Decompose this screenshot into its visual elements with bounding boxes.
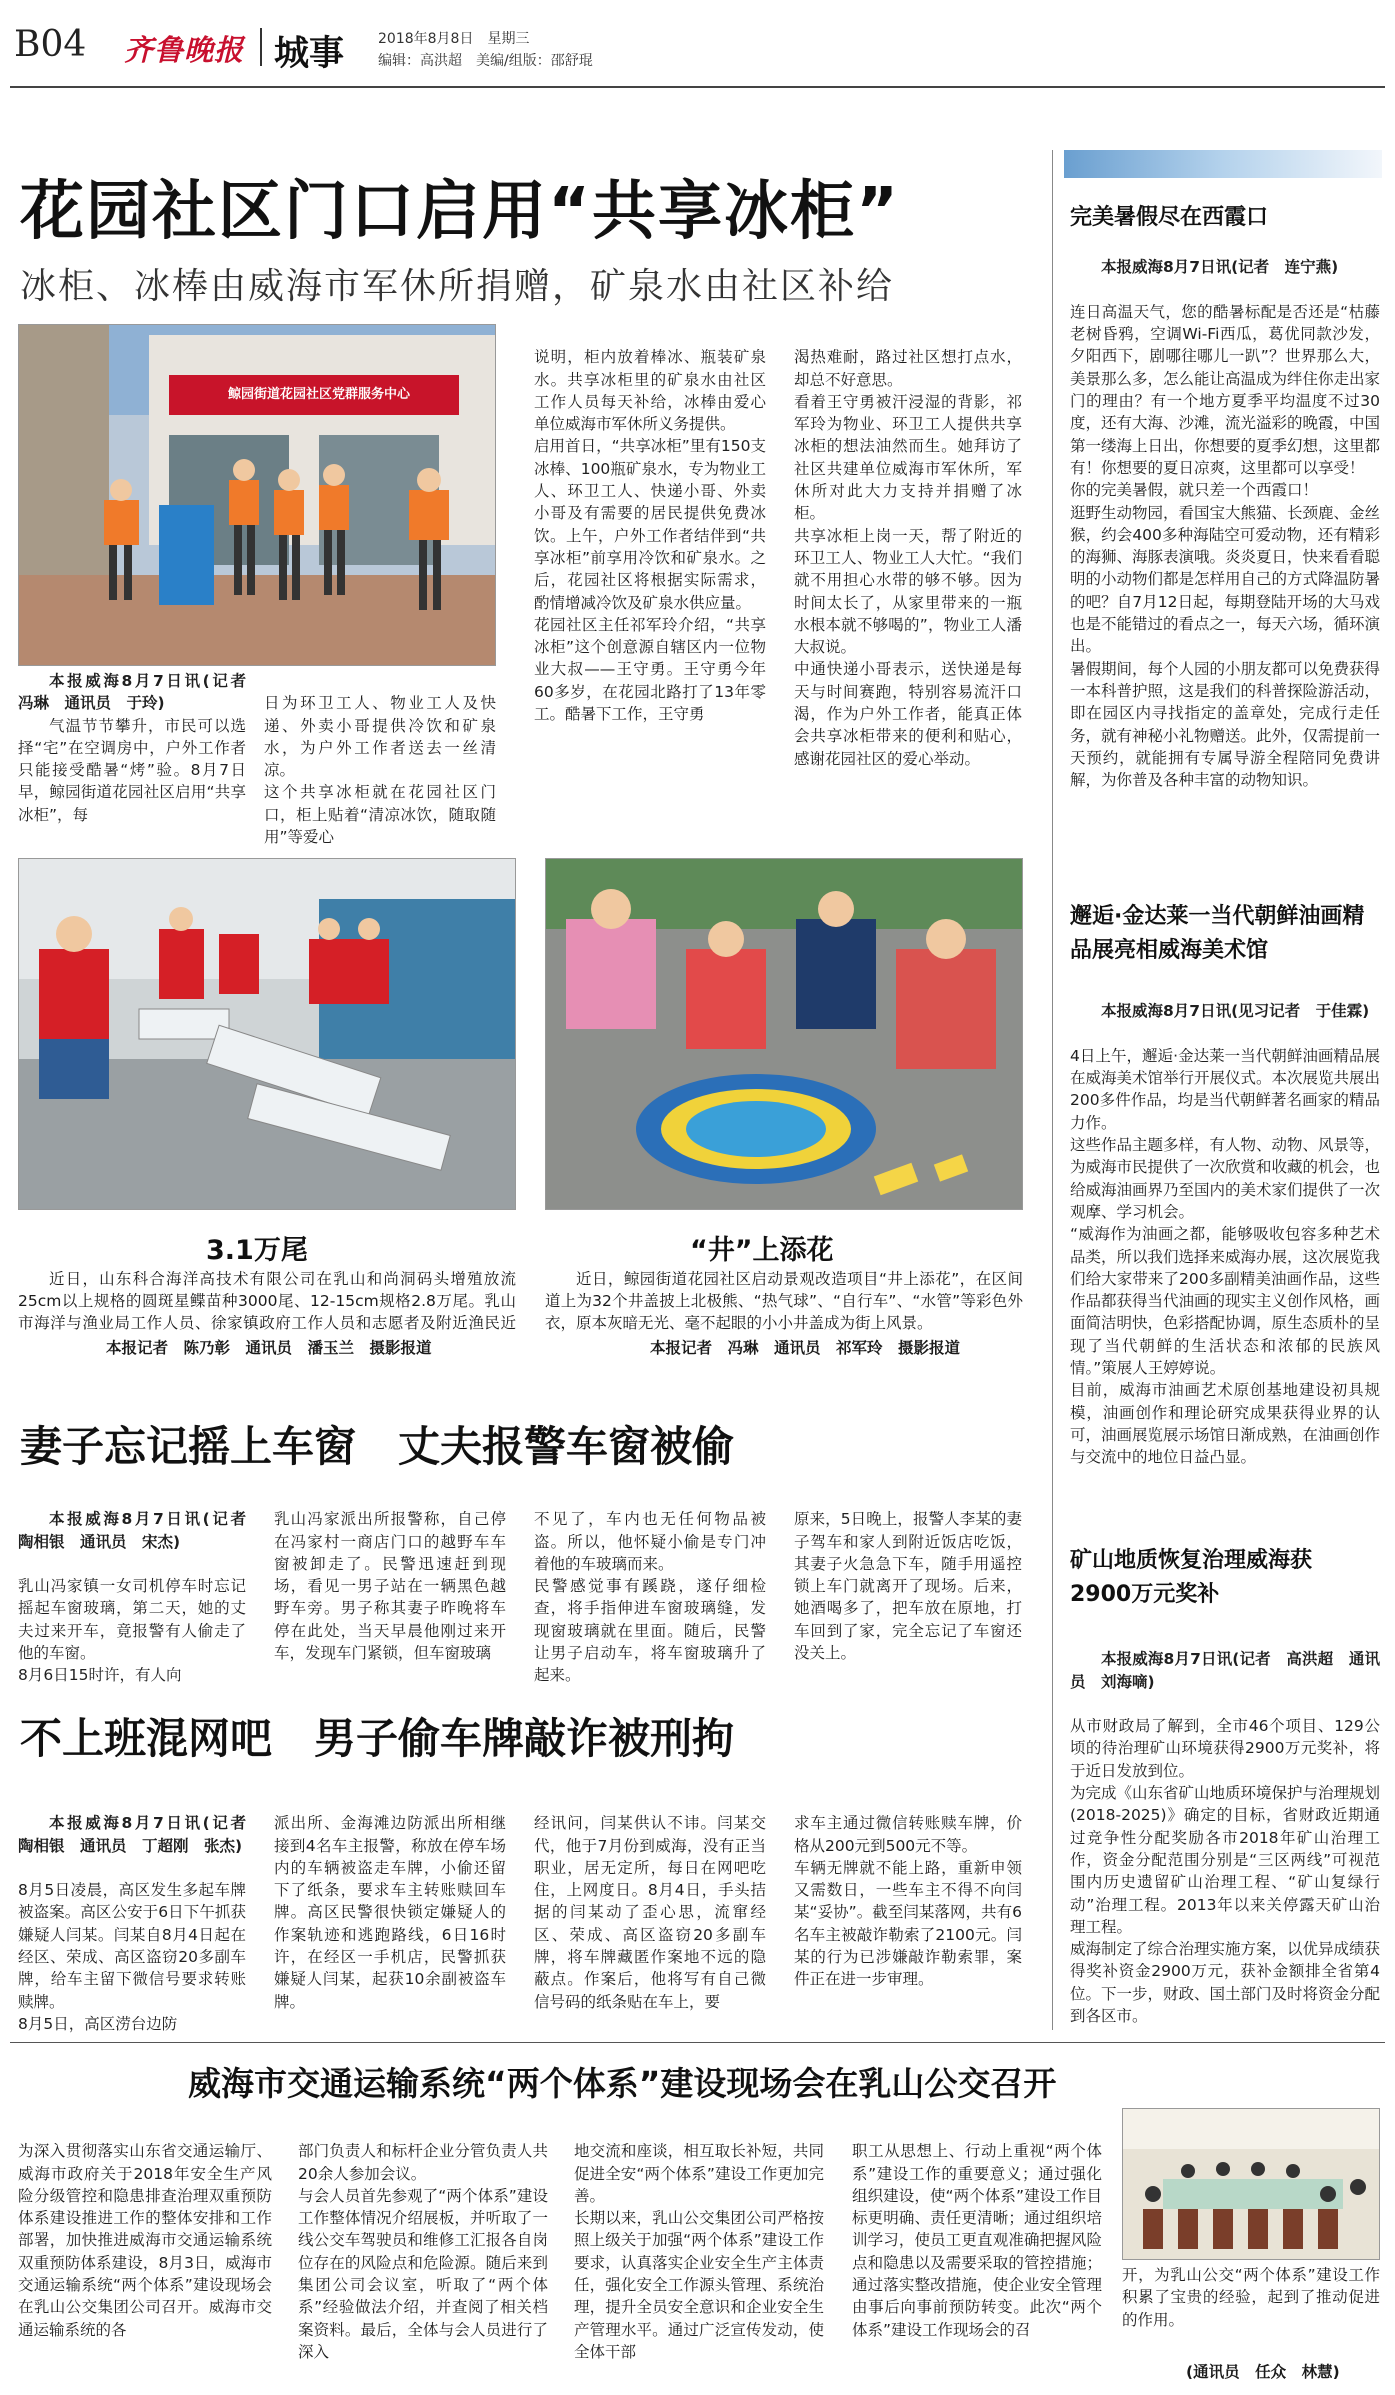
story2-paragraph: 乳山冯家镇一女司机停车时忘记摇起车窗玻璃，第二天，她的丈夫过来开车，竟报警有人偷走了他的车窗。 8月6日15时许，有人向: [18, 1577, 246, 1685]
story2-col-3: [534, 1486, 766, 1686]
story3-paragraph: 经讯问，闫某供认不讳。闫某交代，他于7月份到威海，没有正当职业，居无定所，每日在网吧吃住，上网度日。8月4日，手头拮据的闫某动了歪心思，流窜经区、荣成、高区盗窃20多副车牌，将车牌藏匿作案地不远的隐蔽点。作案后，他将写有自己微信号码的纸条贴在车上，要: [534, 1814, 766, 2011]
story3-dateline: 本报威海8月7日讯(记者 陶相银 通讯员 丁超刚 张杰): [18, 1814, 246, 1855]
story-caption: [18, 1268, 516, 1336]
sidebar-title: 矿山地质恢复治理威海获2900万元奖补: [1070, 1548, 1313, 1607]
story4-col-4: [852, 2118, 1102, 2384]
story4-paragraph: 职工从思想上、行动上重视“两个体系”建设工作的重要意义；通过强化组织建设，使“两个体系”建设工作目标更明确、责任更清晰；通过组织培训学习，使员工更直观准确把握风险点和隐患以及需要采取的管控措施；通过落实整改措施，使企业安全管理由事后向事前预防转变。此次“两个体系”建设工作现场会的召: [852, 2142, 1102, 2339]
sidebar-story-2: [1070, 978, 1380, 1530]
story2-dateline: 本报威海8月7日讯(记者 陶相银 通讯员 宋杰): [18, 1510, 246, 1551]
story3-col-4: [794, 1790, 1022, 2056]
main-paragraph: 气温节节攀升，市民可以选择“宅”在空调房中，户外工作者只能接受酷暑“烤”验。8月7日早，鲸园街道花园社区启用“共享冰柜”，每: [18, 716, 246, 824]
sidebar-dateline: 本报威海8月7日讯(见习记者 于佳霖): [1101, 1002, 1370, 1021]
story2-col-4: [794, 1486, 1022, 1686]
main-col-4: [794, 324, 1022, 926]
main-dateline: 本报威海8月7日讯(记者 冯琳 通讯员 于玲): [18, 672, 246, 713]
manhole-photo: [545, 858, 1023, 1210]
story-title: 3.1万尾: [206, 1235, 308, 1266]
main-headline: 花园社区门口启用“共享冰柜”: [20, 175, 901, 249]
story4-rule: [10, 2042, 1385, 2043]
story4-col-3: [574, 2118, 824, 2384]
editor-credits: 编辑：高洪超 美编/组版：邵舒琨: [378, 53, 593, 69]
story4-col-2: [298, 2118, 548, 2384]
release-photo: [18, 858, 516, 1210]
issue-date: 2018年8月8日 星期三: [378, 31, 530, 47]
sidebar-photo-strip: [1064, 150, 1382, 178]
story4-headline: 威海市交通运输系统“两个体系”建设现场会在乳山公交召开: [188, 2064, 1057, 2103]
story2-paragraph: 原来，5日晚上，报警人李某的妻子驾车和家人到附近饭店吃饭，其妻子火急急下车，随手用遥控锁上车门就离开了现场。后来，她酒喝多了，把车放在原地，打车回到了家，完全忘记了车窗还没关上。: [794, 1510, 1022, 1663]
story-title: “井”上添花: [690, 1235, 834, 1266]
story4-paragraph: 部门负责人和标杆企业分管负责人共20余人参加会议。 与会人员首先参观了“两个体系”建设工作整体情况介绍展板，并听取了一线公交车驾驶员和维修工汇报各自岗位存在的风险点和危险源。随后来到集团公司会议室，听取了“两个体系”经验做法介绍，并查阅了相关档案资料。最后，全体与会人员进行了深入: [298, 2142, 548, 2361]
story3-col-1: [18, 1790, 246, 2056]
story2-paragraph: 乳山冯家派出所报警称，自己停在冯家村一商店门口的越野车车窗被卸走了。民警迅速赶到现场，看见一男子站在一辆黑色越野车旁。男子称其妻子昨晚将车停在此处，当天早晨他刚过来开车，发现车门紧锁，但车窗玻璃: [274, 1510, 506, 1663]
main-paragraph: 日为环卫工人、物业工人及快递、外卖小哥提供冷饮和矿泉水，为户外工作者送去一丝清凉。 这个共享冰柜就在花园社区门口，柜上贴着“清凉冰饮，随取随用”等爱心: [264, 694, 496, 847]
story2-headline: 妻子忘记摇上车窗 丈夫报警车窗被偷: [20, 1422, 735, 1471]
story2-col-1: [18, 1486, 246, 1686]
story4-col-1: [18, 2118, 272, 2384]
caption-text: 近日，山东科合海洋高技术有限公司在乳山和尚洞码头增殖放流25cm以上规格的圆斑星鲽苗种3000尾、12-15cm规格2.8万尾。乳山市海洋与渔业局工作人员、徐家镇政府工作人员和志愿者及附近渔民近: [18, 1270, 516, 1332]
story4-paragraph: 为深入贯彻落实山东省交通运输厅、威海市政府关于2018年安全生产风险分级管控和隐患排查治理双重预防体系建设推进工作的整体安排和工作部署，加快推进威海市交通运输系统双重预防体系建设，8月3日，威海市交通运输系统“两个体系”建设现场会在乳山公交集团公司召开。威海市交通运输系统的各: [18, 2142, 272, 2339]
sidebar-title: 邂逅·金达莱一当代朝鲜油画精品展亮相威海美术馆: [1070, 904, 1365, 963]
brand-logo: 齐鲁晚报: [124, 33, 245, 67]
main-paragraph: 说明，柜内放着棒冰、瓶装矿泉水。共享冰柜里的矿泉水由社区工作人员每天补给，冰棒由爱心单位威海市军休所义务提供。 启用首日，“共享冰柜”里有150支冰棒、100瓶矿泉水，专为物业工人、环卫工人、快递小哥、外卖小哥及有需要的居民提供免费冰饮。上午，户外工作者结伴到“共享冰柜”前享用冷饮和矿泉水。之后，花园社区将根据实际需求，酌情增减冷饮及矿泉水供应量。 花园社区主任祁军玲介绍，“共享冰柜”这个创意源自辖区内一位物业大叔——王守勇。王守勇今年60多岁，在花园北路打了13年零工。酷暑下工作，王守勇: [534, 348, 766, 724]
story3-paragraph: 求车主通过微信转账赎车牌，价格从200元到500元不等。 车辆无牌就不能上路，重新申领又需数日，一些车主不得不向闫某“妥协”。截至闫某落网，共有6名车主被敲诈勒索了2100元。闫某的行为已涉嫌敲诈勒索罪，案件正在进一步审理。: [794, 1814, 1022, 1989]
main-subtitle: 冰柜、冰棒由威海市军休所捐赠，矿泉水由社区补给: [20, 266, 895, 307]
story4-caption: 开，为乳山公交“两个体系”建设工作积累了宝贵的经验，起到了推动促进的作用。: [1122, 2266, 1380, 2329]
story3-paragraph: 派出所、金海滩边防派出所相继接到4名车主报警，称放在停车场内的车辆被盗走车牌，小偷还留下了纸条，要求车主转账赎回车牌。高区民警很快锁定嫌疑人的作案轨迹和逃跑路线，6日16时许，在经区一手机店，民警抓获嫌疑人闫某，起获10余副被盗车牌。: [274, 1814, 506, 2011]
header-divider: [260, 28, 262, 66]
main-photo: [18, 324, 496, 666]
story4-credit: (通讯员 任众 林慧): [1186, 2363, 1340, 2381]
sidebar-paragraph: 连日高温天气，您的酷暑标配是否还是“枯藤老树昏鸦，空调Wi-Fi西瓜，葛优同款沙发，夕阳西下，剧哪往哪儿一趴”？世界那么大，美景那么多，怎么能让高温成为绊住你走出家门的理由？有一个地方夏季平均温度不过30度，还有大海、沙滩，流光溢彩的晚霞，中国第一缕海上日出，你想要的夏季幻想，这里都有！你想要的夏日凉爽，这里都可以享受！ 你的完美暑假，就只差一个西霞口！ 逛野生动物园，看国宝大熊猫、长颈鹿、金丝猴，约会400多种海陆空可爱动物，还有精彩的海狮、海豚表演哦。炎炎夏日，快来看看聪明的小动物们都是怎样用自己的方式降温防暑的吧？自7月12日起，每期登陆开场的大马戏也是不能错过的看点之一，每天六场，循环演出。 暑假期间，每个人园的小朋友都可以免费获得一本科普护照，这是我们的科普探险游活动，即在园区内寻找指定的盖章处，完成行走任务，就有神秘小礼物赠送。此外，仅需提前一天预约，就能拥有专属导游全程陪同免费讲解，为你普及各种丰富的动物知识。: [1070, 302, 1380, 790]
meeting-photo: [1122, 2108, 1380, 2260]
sidebar-story-3: [1070, 1626, 1380, 2036]
main-col-3: [534, 324, 766, 926]
banner-sign: 鲸园街道花园社区党群服务中心: [227, 387, 410, 402]
sidebar-dateline: 本报威海8月7日讯(记者 高洪超 通讯员 刘海嘀): [1070, 1650, 1380, 1691]
story2-paragraph: 不见了，车内也无任何物品被盗。所以，他怀疑小偷是专门冲着他的车玻璃而来。 民警感觉事有蹊跷，遂仔细检查，将手指伸进车窗玻璃缝，发现窗玻璃就在里面。随后，民警让男子启动车，将车窗玻璃升了起来。: [534, 1510, 766, 1685]
sidebar-title: 完美暑假尽在西霞口: [1070, 205, 1269, 230]
story3-col-2: [274, 1790, 506, 2056]
story-credit: 本报记者 冯琳 通讯员 祁军玲 摄影报道: [650, 1339, 961, 1357]
story2-col-2: [274, 1486, 506, 1686]
story3-headline: 不上班混网吧 男子偷车牌敲诈被刑拘: [20, 1714, 735, 1763]
story3-paragraph: 8月5日凌晨，高区发生多起车牌被盗案。高区公安于6日下午抓获嫌疑人闫某。闫某自8月4日起在经区、荣成、高区盗窃20多副车牌，给车主留下微信号要求转账赎牌。 8月5日，高区涝台边防: [18, 1881, 246, 2033]
sidebar-story-1: [1070, 234, 1380, 890]
sidebar-divider: [1052, 150, 1053, 2030]
story-caption: [545, 1268, 1023, 1336]
header-rule: [10, 86, 1385, 88]
page-number: B04: [14, 24, 87, 65]
masthead: [0, 0, 1395, 78]
story-credit: 本报记者 陈乃彰 通讯员 潘玉兰 摄影报道: [106, 1339, 432, 1357]
sidebar-paragraph: 从市财政局了解到，全市46个项目、129公顷的待治理矿山环境获得2900万元奖补，将于近日发放到位。 为完成《山东省矿山地质环境保护与治理规划(2018-2025)》确定的目标，省财政近期通过竞争性分配奖励各市2018年矿山治理工作，资金分配范围分别是“三区两线”可视范围内历史遗留矿山治理工程、“矿山复绿行动”治理工程。2013年以来关停露天矿山治理工程。 威海制定了综合治理实施方案，以优异成绩获得奖补资金2900万元，获补金额排全省第4位。下一步，财政、国土部门及时将资金分配到各区市。: [1070, 1717, 1380, 2026]
main-paragraph: 渴热难耐，路过社区想打点水，却总不好意思。 看着王守勇被汗浸湿的背影，祁军玲为物业、环卫工人提供共享冰柜的想法油然而生。她拜访了社区共建单位威海市军休所，军休所对此大力支持并捐赠了冰柜。 共享冰柜上岗一天，帮了附近的环卫工人、物业工人大忙。“我们就不用担心水带的够不够。因为时间太长了，从家里带来的一瓶水根本就不够喝的”，物业工人潘大叔说。 中通快递小哥表示，送快递是每天与时间赛跑，特别容易流汗口渴，作为户外工作者，能真正体会共享冰柜带来的便利和贴心，感谢花园社区的爱心举动。: [794, 348, 1022, 768]
caption-text: 近日，鲸园街道花园社区启动景观改造项目“井上添花”，在区间道上为32个井盖披上北极熊、“热气球”、“自行车”、“水管”等彩色外衣，原本灰暗无光、毫不起眼的小小井盖成为街上风景。: [545, 1270, 1023, 1332]
story4-paragraph: 地交流和座谈，相互取长补短，共同促进全安“两个体系”建设工作更加完善。 长期以来，乳山公交集团公司严格按照上级关于加强“两个体系”建设工作要求，认真落实企业安全生产主体责任，强化安全工作源头管理、系统治理，提升全员安全意识和企业安全生产管理水平。通过广泛宣传发动，使全体干部: [574, 2142, 824, 2361]
sidebar-paragraph: 4日上午，邂逅·金达莱一当代朝鲜油画精品展在威海美术馆举行开展仪式。本次展览共展出200多件作品，均是当代朝鲜著名画家的精品力作。 这些作品主题多样，有人物、动物、风景等，为威海市民提供了一次欣赏和收藏的机会，也给威海油画界乃至国内的美术家们提供了一次观摩、学习机会。 “威海作为油画之都，能够吸收包容多种艺术品类，所以我们选择来威海办展，这次展览我们给大家带来了200多副精美油画作品，这些作品都获得当代油画的现实主义创作风格，画面简洁明快，色彩搭配协调，原生态质朴的呈现了当代朝鲜的生活状态和浓郁的民族风情。”策展人王婷婷说。 目前，威海市油画艺术原创基地建设初具规模，油画创作和理论研究成果获得业界的认可，油画展览展示场馆日渐成熟，在油画创作与交流中的地位日益凸显。: [1070, 1046, 1380, 1467]
story3-col-3: [534, 1790, 766, 2056]
section-name: 城事: [274, 34, 345, 74]
sidebar-dateline: 本报威海8月7日讯(记者 连宁燕): [1101, 258, 1339, 277]
